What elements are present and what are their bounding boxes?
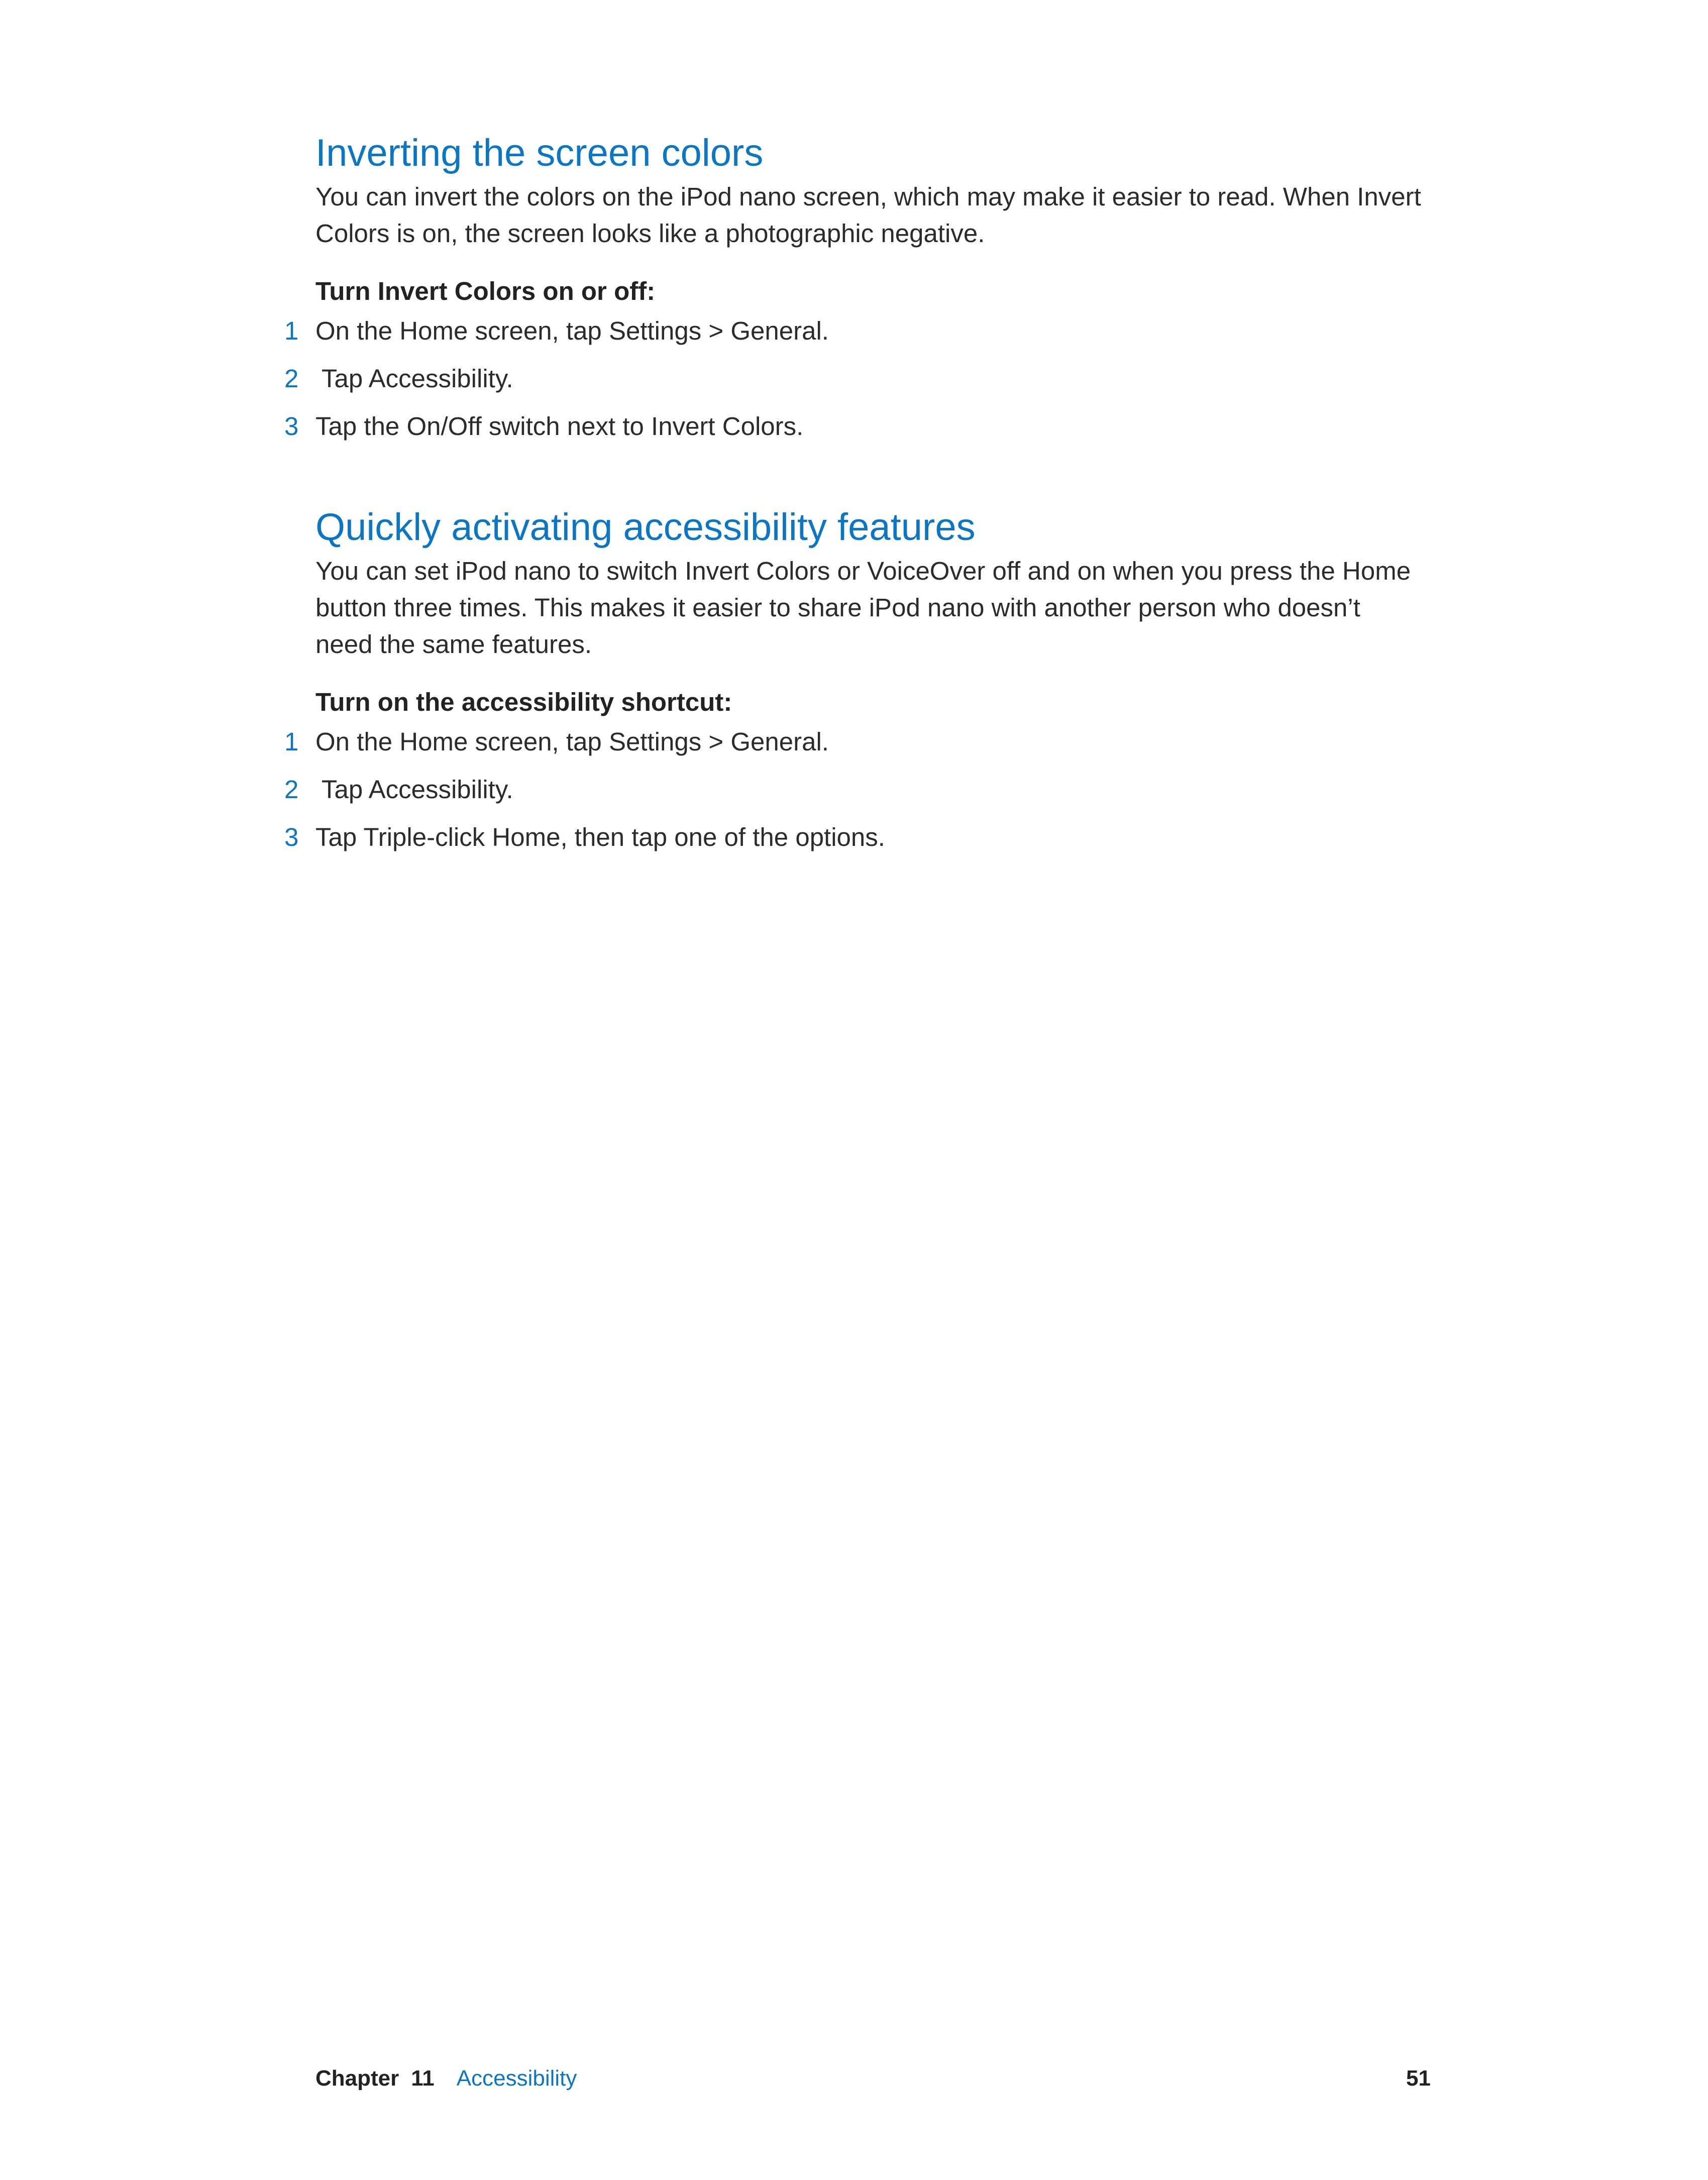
step-number: 1 xyxy=(284,316,299,345)
step-number: 2 xyxy=(284,775,299,804)
body-line: button three times. This makes it easier to share iPod nano with another person who doesn’t xyxy=(315,593,1360,622)
step-item xyxy=(284,312,1441,349)
section-inverting-colors xyxy=(284,128,1441,456)
step-item xyxy=(284,819,1441,855)
step-text: Tap Accessibility. xyxy=(322,775,513,804)
step-text: Tap Accessibility. xyxy=(322,364,513,393)
step-text: Tap the On/Off switch next to Invert Colors. xyxy=(315,412,804,441)
step-text: On the Home screen, tap Settings > General. xyxy=(315,727,829,756)
section-accessibility-shortcut xyxy=(284,502,1441,866)
steps-list xyxy=(284,723,1441,855)
step-number: 1 xyxy=(284,727,299,756)
footer-chapter-label: Chapter xyxy=(315,2066,399,2091)
step-number: 2 xyxy=(284,364,299,393)
footer-chapter-title[interactable]: Accessibility xyxy=(456,2066,577,2091)
step-item xyxy=(284,360,1441,397)
body-line: You can set iPod nano to switch Invert Colors or VoiceOver off and on when you press the Home xyxy=(315,557,1411,585)
body-line: need the same features. xyxy=(315,630,592,659)
step-number: 3 xyxy=(284,823,299,851)
page-number: 51 xyxy=(1406,2066,1431,2091)
body-line: Colors is on, the screen looks like a photographic negative. xyxy=(315,219,985,248)
step-number: 3 xyxy=(284,412,299,441)
step-item xyxy=(284,723,1441,760)
step-text: On the Home screen, tap Settings > General. xyxy=(315,316,829,345)
body-line: You can invert the colors on the iPod nano screen, which may make it easier to read. When Invert xyxy=(315,182,1421,211)
footer-chapter-number: 11 xyxy=(411,2066,435,2091)
task-title: Turn on the accessibility shortcut: xyxy=(315,688,732,716)
task-title: Turn Invert Colors on or off: xyxy=(315,277,656,305)
steps-list xyxy=(284,312,1441,445)
section-heading: Quickly activating accessibility features xyxy=(315,506,976,549)
section-heading: Inverting the screen colors xyxy=(315,132,764,174)
step-text: Tap Triple-click Home, then tap one of the options. xyxy=(315,823,885,851)
page-footer xyxy=(315,2063,1431,2094)
body-paragraph xyxy=(315,553,1441,663)
body-paragraph xyxy=(315,178,1441,252)
step-item xyxy=(284,771,1441,808)
step-item xyxy=(284,408,1441,445)
